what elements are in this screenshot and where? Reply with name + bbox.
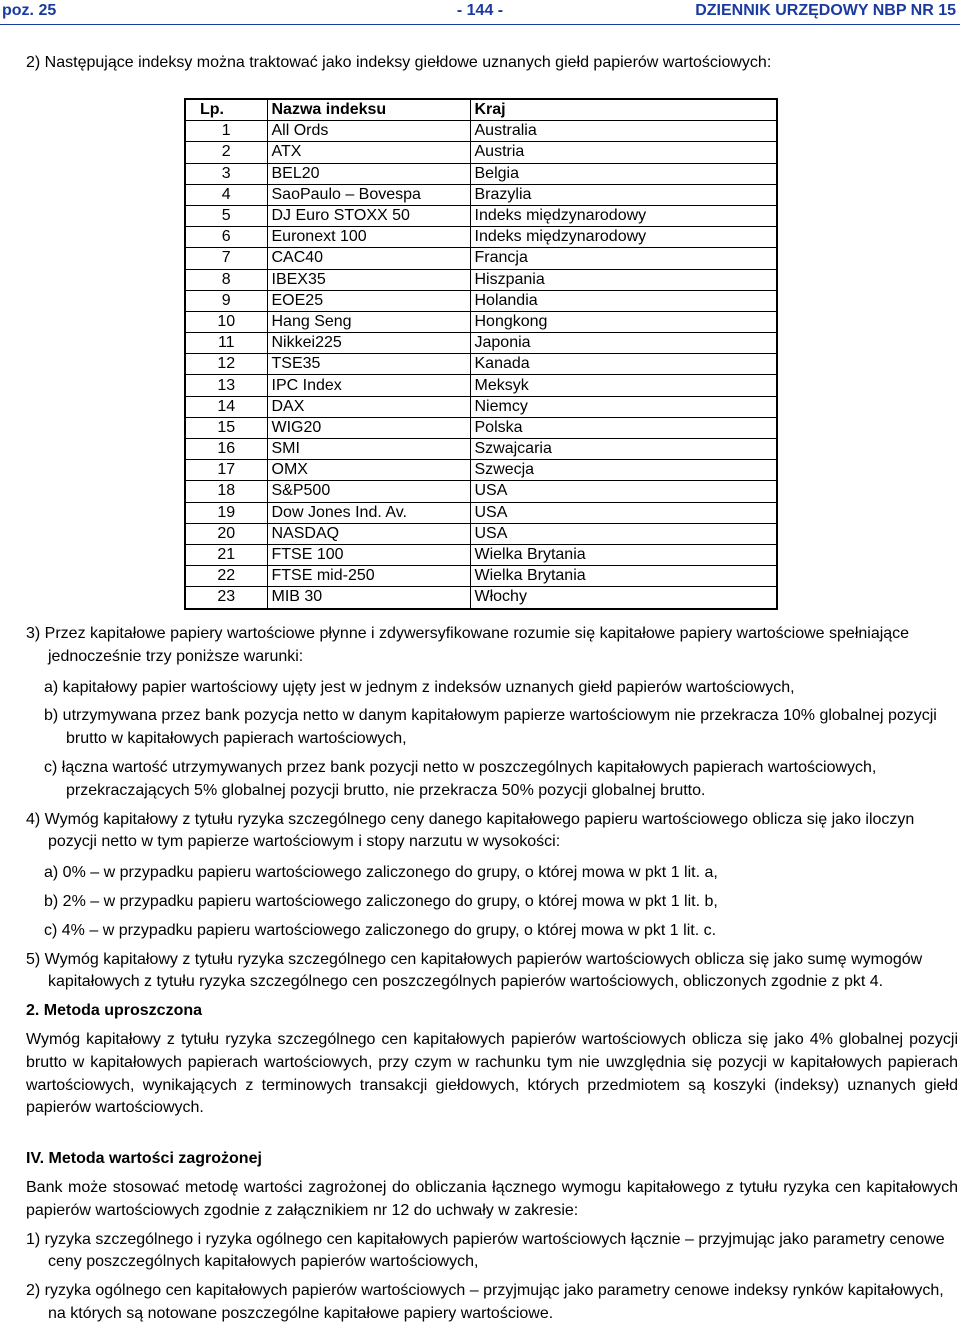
index-country: Belgia [470, 163, 777, 184]
document-body [26, 623, 958, 1326]
point-4: 4) Wymóg kapitałowy z tytułu ryzyka szczególnego ceny danego kapitałowego papieru wartościowego oblicza się jako iloczyn pozycji netto w tym papierze wartościowym i stopy narzutu w wysokości: [26, 810, 915, 851]
section-4-text: Bank może stosować metodę wartości zagrożonej do obliczania łącznego wymogu kapitałowego z tytułu ryzyka cen kapitałowych papierów wartościowych zgodnie z załącznikiem nr 12 do uchwały w zakresie: [26, 1178, 958, 1219]
row-number: 10 [185, 311, 267, 332]
index-country: Hiszpania [470, 269, 777, 290]
index-country: Indeks międzynarodowy [470, 205, 777, 226]
row-number: 13 [185, 375, 267, 396]
index-country: Niemcy [470, 396, 777, 417]
index-country: Hongkong [470, 311, 777, 332]
index-country: USA [470, 523, 777, 544]
index-name: CAC40 [267, 248, 470, 269]
section-4-item-2: 2) ryzyka ogólnego cen kapitałowych papierów wartościowych – przyjmując jako parametry cenowe indeksy rynków kapitałowych, na których są notowane poszczególne kapitałowe papiery wartościowe. [26, 1282, 944, 1322]
index-name: MIB 30 [267, 587, 470, 609]
index-country: USA [470, 481, 777, 502]
point-4c: c) 4% – w przypadku papieru wartościowego zaliczonego do grupy, o której mowa w pkt 1 lit. c. [44, 921, 717, 939]
index-country: Indeks międzynarodowy [470, 227, 777, 248]
table-row [185, 481, 777, 502]
table-row [185, 354, 777, 375]
section-4-title: IV. Metoda wartości zagrożonej [26, 1150, 262, 1168]
index-name: ATX [267, 142, 470, 163]
section-2-title: 2. Metoda uproszczona [26, 1002, 203, 1020]
row-number: 8 [185, 269, 267, 290]
point-3c: c) łączna wartość utrzymywanych przez bank pozycji netto w poszczególnych kapitałowych papierach wartościowych, przekraczających 5% globalnej pozycji brutto, nie przekracza 50% pozycji globalnej brutto. [44, 758, 877, 799]
table-row [185, 502, 777, 523]
table-row [185, 523, 777, 544]
index-name: IPC Index [267, 375, 470, 396]
point-3a: a) kapitałowy papier wartościowy ujęty jest w jednym z indeksów uznanych giełd papierów wartościowych, [44, 678, 795, 696]
point-3b: b) utrzymywana przez bank pozycja netto w danym kapitałowym papierze wartościowym nie przekracza 10% globalnej pozycji brutto w kapitałowych papierach wartościowych, [44, 707, 937, 748]
row-number: 6 [185, 227, 267, 248]
index-name: OMX [267, 460, 470, 481]
table-row [185, 566, 777, 587]
row-number: 11 [185, 333, 267, 354]
row-number: 22 [185, 566, 267, 587]
row-number: 19 [185, 502, 267, 523]
page-position: poz. 25 [2, 2, 57, 19]
row-number: 17 [185, 460, 267, 481]
column-header-lp: Lp. [185, 99, 267, 121]
table-row [185, 205, 777, 226]
table-row [185, 544, 777, 565]
index-name: SMI [267, 439, 470, 460]
point-4a: a) 0% – w przypadku papieru wartościowego zaliczonego do grupy, o której mowa w pkt 1 lit. a, [44, 864, 718, 882]
row-number: 2 [185, 142, 267, 163]
point-5: 5) Wymóg kapitałowy z tytułu ryzyka szczególnego cen kapitałowych papierów wartościowych oblicza się jako sumę wymogów kapitałowych z tytułu ryzyka szczególnego cen poszczególnych papierów wartościowych, obliczonych zgodnie z pkt 4. [26, 950, 923, 991]
index-name: S&P500 [267, 481, 470, 502]
index-country: Wielka Brytania [470, 544, 777, 565]
table-row [185, 396, 777, 417]
index-name: Dow Jones Ind. Av. [267, 502, 470, 523]
index-country: USA [470, 502, 777, 523]
index-name: SaoPaulo – Bovespa [267, 184, 470, 205]
index-country: Austria [470, 142, 777, 163]
table-row [185, 311, 777, 332]
index-country: Szwajcaria [470, 439, 777, 460]
row-number: 15 [185, 417, 267, 438]
row-number: 14 [185, 396, 267, 417]
row-number: 3 [185, 163, 267, 184]
table-row [185, 184, 777, 205]
index-name: WIG20 [267, 417, 470, 438]
index-name: FTSE mid-250 [267, 566, 470, 587]
column-header-name: Nazwa indeksu [267, 99, 470, 121]
index-country: Australia [470, 121, 777, 142]
page-number: - 144 - [456, 2, 504, 19]
point-4b: b) 2% – w przypadku papieru wartościowego zaliczonego do grupy, o której mowa w pkt 1 lit. b, [44, 892, 718, 910]
table-row [185, 142, 777, 163]
index-name: BEL20 [267, 163, 470, 184]
row-number: 16 [185, 439, 267, 460]
index-country: Brazylia [470, 184, 777, 205]
index-country: Polska [470, 417, 777, 438]
row-number: 5 [185, 205, 267, 226]
table-row [185, 163, 777, 184]
table-header-row [185, 99, 777, 121]
point-3: 3) Przez kapitałowe papiery wartościowe płynne i zdywersyfikowane rozumie się kapitałowe papiery wartościowe spełniające jednocześnie trzy poniższe warunki: [26, 625, 910, 665]
row-number: 18 [185, 481, 267, 502]
index-country: Meksyk [470, 375, 777, 396]
page-header [0, 0, 960, 24]
table-row [185, 375, 777, 396]
index-country: Kanada [470, 354, 777, 375]
table-row [185, 269, 777, 290]
index-country: Wielka Brytania [470, 566, 777, 587]
index-country: Holandia [470, 290, 777, 311]
index-name: DAX [267, 396, 470, 417]
row-number: 4 [185, 184, 267, 205]
section-2-text: Wymóg kapitałowy z tytułu ryzyka szczególnego cen kapitałowych papierów wartościowych oblicza się jako 4% globalnej pozycji brutto w kapitałowych papierach wartościowych, przy czym w rachunku tym nie uwzględnia się pozycji w kapitałowych papierach wartościowych, wynikających z terminowych transakcji giełdowych, których przedmiotem są koszyki (indeksy) uznanych giełd papierów wartościowych. [26, 1030, 958, 1117]
index-country: Szwecja [470, 460, 777, 481]
index-name: Hang Seng [267, 311, 470, 332]
index-name: FTSE 100 [267, 544, 470, 565]
row-number: 1 [185, 121, 267, 142]
index-name: All Ords [267, 121, 470, 142]
table-row [185, 227, 777, 248]
table-row [185, 121, 777, 142]
index-table [184, 98, 778, 610]
header-rule [0, 24, 960, 25]
index-name: NASDAQ [267, 523, 470, 544]
table-row [185, 439, 777, 460]
index-name: Nikkei225 [267, 333, 470, 354]
index-name: DJ Euro STOXX 50 [267, 205, 470, 226]
table-row [185, 417, 777, 438]
table-row [185, 290, 777, 311]
row-number: 9 [185, 290, 267, 311]
table-row [185, 248, 777, 269]
index-name: EOE25 [267, 290, 470, 311]
row-number: 7 [185, 248, 267, 269]
index-name: IBEX35 [267, 269, 470, 290]
intro-paragraph: 2) Następujące indeksy można traktować jako indeksy giełdowe uznanych giełd papierów wartościowych: [26, 54, 772, 71]
index-country: Japonia [470, 333, 777, 354]
section-4-item-1: 1) ryzyka szczególnego i ryzyka ogólnego cen kapitałowych papierów wartościowych łącznie – przyjmując jako parametry cenowe ceny poszczególnych kapitałowych papierów wartościowych, [26, 1230, 945, 1271]
journal-title: DZIENNIK URZĘDOWY NBP NR 15 [695, 2, 956, 19]
row-number: 20 [185, 523, 267, 544]
index-name: Euronext 100 [267, 227, 470, 248]
index-country: Włochy [470, 587, 777, 609]
table-row [185, 587, 777, 609]
column-header-country: Kraj [470, 99, 777, 121]
row-number: 21 [185, 544, 267, 565]
row-number: 23 [185, 587, 267, 609]
table-row [185, 460, 777, 481]
index-country: Francja [470, 248, 777, 269]
index-name: TSE35 [267, 354, 470, 375]
row-number: 12 [185, 354, 267, 375]
table-row [185, 333, 777, 354]
